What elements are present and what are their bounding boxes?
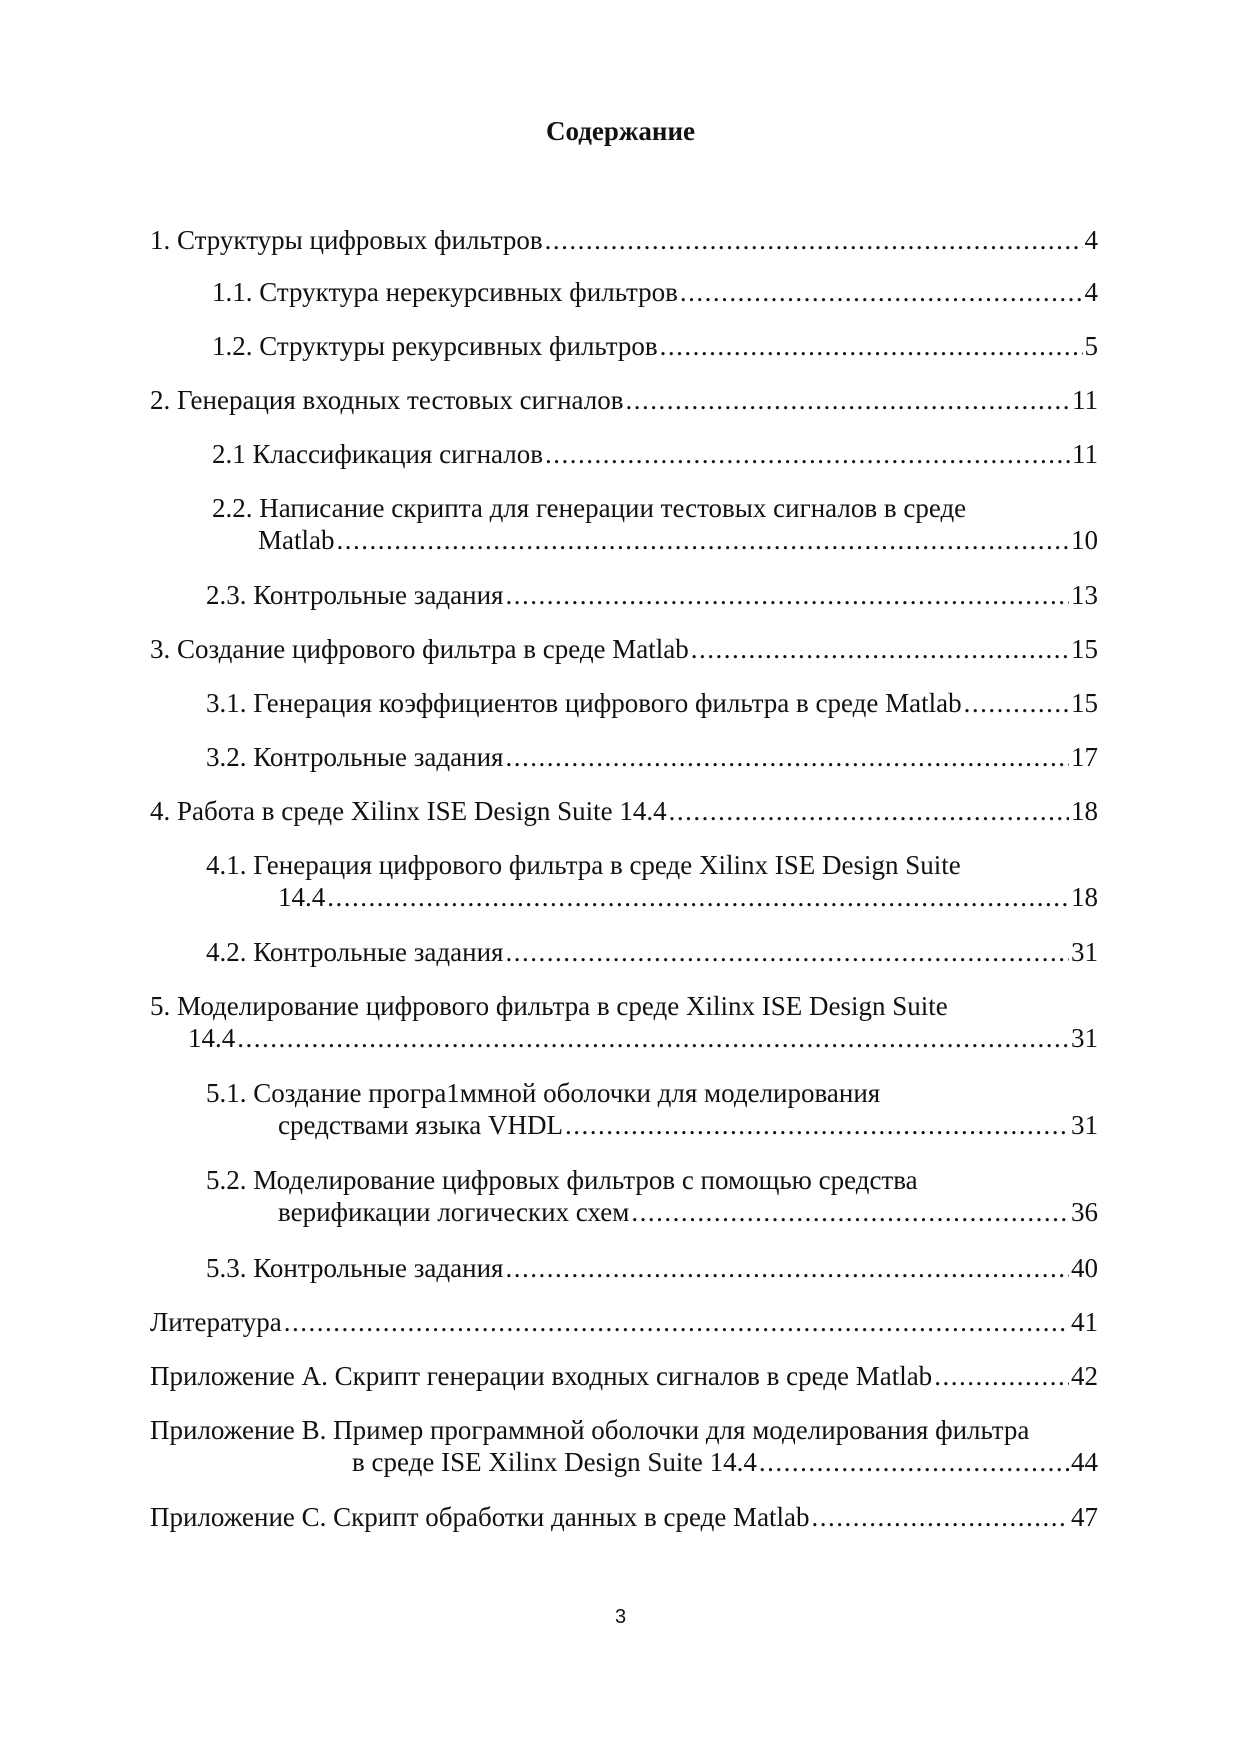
- toc-entry-text: Приложение А. Скрипт генерации входных сигналов в среде Matlab: [150, 1361, 933, 1391]
- toc-entry[interactable]: [150, 1360, 1098, 1392]
- toc-entry[interactable]: [150, 224, 1098, 256]
- toc-entry-text: 4. Работа в среде Xilinx ISE Design Suite 14.4: [150, 796, 667, 826]
- toc-entry-text: Литература: [150, 1307, 282, 1337]
- toc-entry[interactable]: [206, 579, 1098, 611]
- toc-entry-text: 5.3. Контрольные задания: [206, 1253, 504, 1283]
- toc-entry-text: 3.1. Генерация коэффициентов цифрового фильтра в среде Matlab: [206, 688, 962, 718]
- toc-entry[interactable]: [212, 330, 1098, 362]
- toc-entry-text: в среде ISE Xilinx Design Suite 14.4: [352, 1447, 757, 1477]
- toc-entry[interactable]: [206, 1164, 1098, 1228]
- toc-entry-page: 42: [1071, 1361, 1098, 1391]
- toc-entry[interactable]: [150, 1414, 1098, 1478]
- toc-entry-page: 13: [1071, 580, 1098, 610]
- toc-entry-text: 2.3. Контрольные задания: [206, 580, 504, 610]
- toc-entry[interactable]: [150, 795, 1098, 827]
- toc-entry-page: 18: [1071, 796, 1098, 826]
- toc-entry-text: Приложение С. Скрипт обработки данных в среде Matlab: [150, 1502, 810, 1532]
- toc-entry-page: 4: [1084, 225, 1098, 255]
- toc-entry-page: 17: [1071, 742, 1098, 772]
- toc-entry-page: 10: [1071, 525, 1098, 555]
- toc-entry-text: Matlab: [258, 525, 335, 555]
- toc-entry-text: 3.2. Контрольные задания: [206, 742, 504, 772]
- toc-entry-page: 18: [1071, 882, 1098, 912]
- toc-entry[interactable]: [150, 633, 1098, 665]
- toc-entry-page: 15: [1071, 634, 1098, 664]
- toc-entry[interactable]: [206, 1252, 1098, 1284]
- toc-entry-text: 14.4: [188, 1023, 236, 1053]
- toc-entry[interactable]: [150, 1306, 1098, 1338]
- toc-entry[interactable]: [212, 492, 1098, 556]
- toc-entry-text-line1: 4.1. Генерация цифрового фильтра в среде Xilinx ISE Design Suite: [206, 850, 961, 880]
- toc-entry-text: 2.1 Классификация сигналов: [212, 439, 543, 469]
- toc-entry-text: 2. Генерация входных тестовых сигналов: [150, 385, 624, 415]
- toc-entry-page: 31: [1071, 1110, 1098, 1140]
- toc-entry-page: 5: [1084, 331, 1098, 361]
- toc-entry-text: 4.2. Контрольные задания: [206, 937, 504, 967]
- toc-entry-text: верификации логических схем: [278, 1197, 630, 1227]
- toc-entry-page: 36: [1071, 1197, 1098, 1227]
- toc-entry[interactable]: [150, 990, 1098, 1054]
- toc-entry-text-line1: Приложение В. Пример программной оболочки для моделирования фильтра: [150, 1415, 1030, 1445]
- toc-entry-page: 41: [1071, 1307, 1098, 1337]
- page-title: Содержание: [545, 116, 696, 146]
- toc-entry[interactable]: [212, 438, 1098, 470]
- toc-entry-text: 1.1. Структура нерекурсивных фильтров: [212, 277, 678, 307]
- toc-entry[interactable]: [206, 1077, 1098, 1141]
- toc-entry-page: 11: [1072, 385, 1098, 415]
- toc-entry[interactable]: [206, 936, 1098, 968]
- toc-entry-text-line1: 5.2. Моделирование цифровых фильтров с помощью средства: [206, 1165, 918, 1195]
- toc-entry-page: 4: [1084, 277, 1098, 307]
- toc-entry[interactable]: [206, 687, 1098, 719]
- toc-entry-page: 47: [1071, 1502, 1098, 1532]
- toc-entry-text: 3. Создание цифрового фильтра в среде Matlab: [150, 634, 689, 664]
- toc-entry[interactable]: [150, 384, 1098, 416]
- toc-entry-text: 1.2. Структуры рекурсивных фильтров: [212, 331, 658, 361]
- toc-entry-page: 15: [1071, 688, 1098, 718]
- page-number: 3: [614, 1606, 627, 1628]
- toc-entry-text-line1: 2.2. Написание скрипта для генерации тестовых сигналов в среде: [212, 493, 967, 523]
- toc-entry-page: 40: [1071, 1253, 1098, 1283]
- toc-entry-text: 1. Структуры цифровых фильтров: [150, 225, 543, 255]
- toc-entry-text: средствами языка VHDL: [278, 1110, 563, 1140]
- toc-entry[interactable]: [212, 276, 1098, 308]
- toc-entry[interactable]: [206, 849, 1098, 913]
- toc-entry-text: 14.4: [278, 882, 326, 912]
- toc-entry-text-line1: 5.1. Создание програ1ммной оболочки для моделирования: [206, 1078, 881, 1108]
- toc-entry-page: 31: [1071, 937, 1098, 967]
- toc-entry-text-line1: 5. Моделирование цифрового фильтра в среде Xilinx ISE Design Suite: [150, 991, 948, 1021]
- toc-entry-page: 11: [1072, 439, 1098, 469]
- toc-entry-page: 31: [1071, 1023, 1098, 1053]
- toc-entry-page: 44: [1071, 1447, 1098, 1477]
- toc-entry[interactable]: [150, 1501, 1098, 1533]
- toc-entry[interactable]: [206, 741, 1098, 773]
